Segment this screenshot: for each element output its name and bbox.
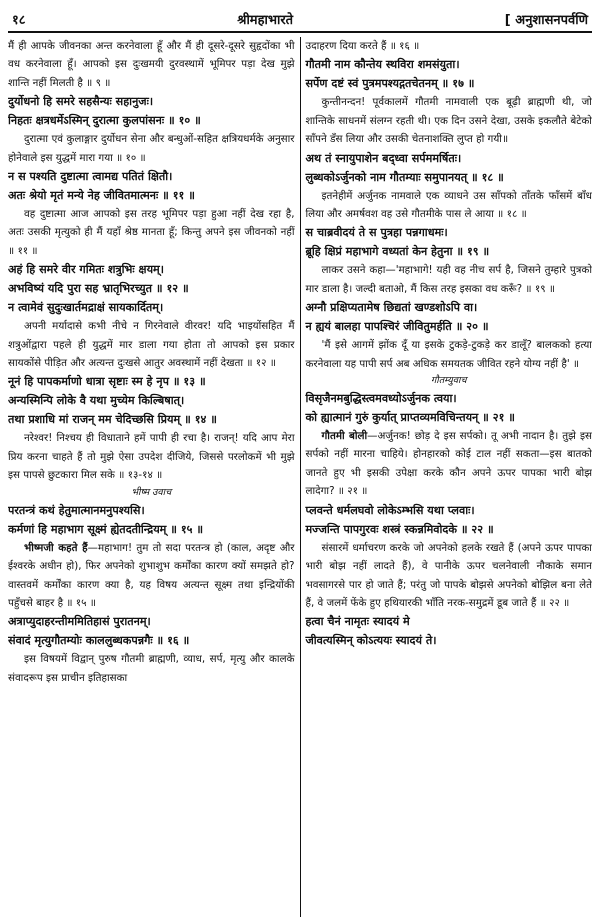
block-text: दुर्योधनो हि समरे सहसैन्यः सहानुजः।	[8, 95, 154, 109]
block-text: अन्यस्मिन्पि लोके वै यथा मुच्येम किल्बिषात्।	[8, 394, 185, 408]
sanskrit-verse	[305, 223, 592, 242]
block-text: न त्वामेवं सुदुःखार्तमद्राक्षं सायकार्दितम्।	[8, 301, 164, 315]
block-text: अहं हि समरे वीर गमितः शत्रुभिः क्षयम्।	[8, 263, 164, 277]
sanskrit-verse	[305, 631, 592, 650]
left-column	[8, 37, 300, 917]
sanskrit-verse	[8, 279, 295, 298]
block-text: प्लवन्ते धर्मलघवो लोकेऽम्भसि यथा प्लवाः।	[305, 503, 475, 517]
block-text: न स पश्यति दुष्टात्मा त्वामद्य पतितं क्षितौ।	[8, 170, 173, 184]
block-text: संवादं मृत्युगौतम्योः काललुब्धकपन्नगैः ॥ १६ ॥	[8, 634, 190, 648]
page-header	[8, 6, 592, 33]
translation-paragraph	[305, 93, 592, 148]
translation-paragraph	[305, 539, 592, 613]
block-text: गौतम्युवाच	[430, 375, 467, 387]
sanskrit-verse	[305, 149, 592, 168]
block-text: गौतमी नाम कौन्तेय स्थविरा शमसंयुता।	[305, 58, 460, 72]
sanskrit-verse	[8, 298, 295, 317]
block-text: —महाभाग! तुम तो सदा परतन्त्र हो (काल, अदृष्ट और ईश्वरके अधीन हो), फिर अपनेको शुभाशुभ कर्मोंका कारण क्यों समझते हो? वास्तवमें कर्मोंका कारण क्या है, यह विषय अत्यन्त सूक्ष्म तथा इन्द्रियोंकी पहुँचसे बाहर है ॥ १५ ॥	[8, 541, 295, 609]
sanskrit-verse	[8, 612, 295, 631]
sanskrit-verse	[8, 631, 295, 650]
translation-paragraph	[305, 37, 592, 55]
block-text: ब्रूहि क्षिप्रं महाभागे वध्यतां केन हेतुना ॥ १९ ॥	[305, 245, 490, 259]
translation-paragraph	[8, 650, 295, 687]
block-text: —अर्जुनक! छोड़ दे इस सर्पको। तू अभी नादान है। तुझे इस सर्पको नहीं मारना चाहिये। होनहारको कोई टाल नहीं सकता—इस बातको जानते हुए भी इसकी उपेक्षा करके कौन अपने ऊपर पापका भारी बोझ लादेगा? ॥ २१ ॥	[305, 430, 592, 498]
translation-paragraph	[8, 37, 295, 92]
block-text: मैं ही आपके जीवनका अन्त करनेवाला हूँ और मैं ही दूसरे-दूसरे सुहृदोंका भी वध करनेवाला हूँ। आपको इस दुःखमयी दुरवस्थामें भूमिपर पड़ा देख मुझे शान्ति नहीं मिलती है ॥ ९ ॥	[8, 40, 295, 89]
block-text: लुब्धकोऽर्जुनको नाम गौतम्याः समुपानयत् ॥ १८ ॥	[305, 170, 504, 184]
sanskrit-verse	[305, 242, 592, 261]
block-text: न ह्ययं बालहा पापश्चिरं जीवितुमर्हति ॥ २० ॥	[305, 320, 489, 334]
sanskrit-verse	[8, 520, 295, 539]
block-text: सर्पेण दष्टं स्वं पुत्रमपश्यद्गतचेतनम् ॥ १७ ॥	[305, 77, 475, 91]
sanskrit-verse	[305, 408, 592, 427]
sanskrit-verse	[8, 92, 295, 111]
block-text: नरेश्वर! निश्चय ही विधाताने हमें पापी ही रचा है। राजन्! यदि आप मेरा प्रिय करना चाहते हैं तो मुझे ऐसा उपदेश दीजिये, जिससे परलोकमें भी मुझे इस पापसे छुटकारा मिल सके ॥ १३-१४ ॥	[8, 432, 295, 482]
block-text: तथा प्रशाधि मां राजन् मम चेदिच्छसि प्रियम् ॥ १४ ॥	[8, 413, 217, 427]
book-title: श्रीमहाभारते	[237, 13, 294, 28]
speaker-heading	[8, 485, 295, 501]
block-text: अथ तं स्नायुपाशेन बद्ध्वा सर्पममर्षितः।	[305, 151, 462, 165]
section-title: [ अनुशासनपर्वणि	[504, 13, 588, 28]
block-text: उदाहरण दिया करते हैं ॥ १६ ॥	[305, 40, 420, 52]
right-column	[300, 37, 592, 917]
speaker-lead: भीष्मजी कहते हैं	[24, 541, 88, 554]
block-text: मज्जन्ति पापगुरवः शस्त्रं स्कन्नमिवोदके ॥ २२ ॥	[305, 522, 494, 536]
translation-paragraph	[305, 261, 592, 298]
speaker-lead: गौतमी बोली	[321, 430, 368, 443]
translation-paragraph	[305, 427, 592, 501]
block-text: लाकर उसने कहा—'महाभागे! यही वह नीच सर्प है, जिसने तुम्हारे पुत्रको मार डाला है। जल्दी बताओ, मैं किस तरह इसका वध करूँ? ॥ १९ ॥	[305, 264, 592, 295]
sanskrit-verse	[305, 389, 592, 408]
translation-paragraph	[305, 336, 592, 373]
sanskrit-verse	[305, 55, 592, 74]
sanskrit-verse	[8, 391, 295, 410]
block-text: हत्वा चैनं नामृतः स्यादयं मे	[305, 615, 410, 629]
sanskrit-verse	[8, 111, 295, 130]
sanskrit-verse	[8, 410, 295, 429]
sanskrit-verse	[305, 74, 592, 93]
block-text: इतनेहीमें अर्जुनक नामवाले एक व्याधने उस साँपको ताँतके फाँसमें बाँध लिया और अमर्षवश वह उसे गौतमीके पास ले आया ॥ १८ ॥	[305, 189, 592, 221]
translation-paragraph	[8, 205, 295, 260]
block-text: 'मैं इसे आगमें झोंक दूँ या इसके टुकड़े-टुकड़े कर डालूँ? बालकको हत्या करनेवाला यह पापी सर्प अब अधिक समयतक जीवित रहने योग्य नहीं है' ॥	[305, 339, 592, 370]
block-text: विसृजैनमबुद्धिस्त्वमवध्योऽर्जुनक त्वया।	[305, 392, 457, 406]
sanskrit-verse	[8, 260, 295, 279]
text-columns	[8, 37, 592, 917]
block-text: अग्नौ प्रक्षिप्यतामेष छिद्यतां खण्डशोऽपि वा।	[305, 301, 478, 315]
sanskrit-verse	[8, 501, 295, 520]
sanskrit-verse	[305, 501, 592, 520]
block-text: परतन्त्रं कथं हेतुमात्मानमनुपश्यसि।	[8, 503, 145, 517]
sanskrit-verse	[8, 372, 295, 391]
block-text: नूनं हि पापकर्माणो धात्रा सृष्टाः स्म हे नृप ॥ १३ ॥	[8, 375, 206, 389]
sanskrit-verse	[8, 167, 295, 186]
block-text: संसारमें धर्माचरण करके जो अपनेको हलके रखते हैं (अपने ऊपर पापका भारी बोझ नहीं लादते हैं), वे पानीके ऊपर चलनेवाली नौकाके समान भवसागरसे पार हो जाते हैं; परंतु जो पापके बोझसे अपनेको बोझिल बना लेते हैं, वे जलमें फेंके हुए हथियारकी भाँति नरक-समुद्रमें डूब जाते हैं ॥ २२ ॥	[305, 541, 592, 609]
block-text: अभविष्यं यदि पुरा सह भ्रातृभिरच्युत ॥ १२ ॥	[8, 282, 189, 296]
sanskrit-verse	[305, 168, 592, 187]
translation-paragraph	[8, 429, 295, 484]
block-text: स चाब्रवीदयं ते स पुत्रहा पन्नगाधमः।	[305, 226, 448, 240]
block-text: कुन्तीनन्दन! पूर्वकालमें गौतमी नामवाली एक बूढ़ी ब्राह्मणी थी, जो शान्तिके साधनमें संलग्न रहती थी। एक दिन उसने देखा, उसके इकलौते बेटेको साँपने डँस लिया और उसकी चेतनाशक्ति लुप्त हो गयी॥	[305, 96, 592, 146]
block-text: इस विषयमें विद्वान् पुरुष गौतमी ब्राह्मणी, व्याध, सर्प, मृत्यु और कालके संवादरूप इस प्राचीन इतिहासका	[8, 653, 295, 684]
page-number: १८	[12, 13, 26, 28]
block-text: भीष्म उवाच	[131, 486, 172, 498]
block-text: निहतः क्षत्रधर्मेऽस्मिन् दुरात्मा कुलपांसनः ॥ १० ॥	[8, 114, 201, 128]
translation-paragraph	[8, 317, 295, 372]
sanskrit-verse	[305, 520, 592, 539]
translation-paragraph	[8, 539, 295, 613]
sanskrit-verse	[8, 186, 295, 205]
block-text: अतः श्रेयो मृतं मन्ये नेह जीवितमात्मनः ॥ ११ ॥	[8, 189, 195, 203]
sanskrit-verse	[305, 612, 592, 631]
block-text: जीवत्यस्मिन् कोऽत्ययः स्यादयं ते।	[305, 634, 437, 648]
block-text: वह दुष्टात्मा आज आपको इस तरह भूमिपर पड़ा हुआ नहीं देख रहा है, अतः उसकी मृत्युको ही मैं यहाँ श्रेष्ठ मानता हूँ; किन्तु अपने इस जीवनको नहीं ॥ ११ ॥	[8, 208, 295, 257]
block-text: कर्मणां हि महाभाग सूक्ष्मं ह्येतदतीन्द्रियम् ॥ १५ ॥	[8, 522, 204, 536]
translation-paragraph	[305, 187, 592, 224]
block-text: अत्राप्युदाहरन्तीममितिहासं पुरातनम्।	[8, 615, 151, 629]
block-text: दुरात्मा एवं कुलाङ्गार दुर्योधन सेना और बन्धुओं-सहित क्षत्रियधर्मके अनुसार होनेवाले इस युद्धमें मारा गया ॥ १० ॥	[8, 133, 295, 164]
block-text: को ह्यात्मानं गुरुं कुर्यात् प्राप्तव्यमविचिन्तयन् ॥ २१ ॥	[305, 411, 515, 425]
block-text: अपनी मर्यादासे कभी नीचे न गिरनेवाले वीरवर! यदि भाइयोंसहित मैं शत्रुओंद्वारा पहले ही युद्धमें मार डाला गया होता तो आपको इस प्रकार सायकोंसे पीड़ित और अत्यन्त दुःखसे आतुर अवस्थामें नहीं देखता ॥ १२ ॥	[8, 320, 295, 370]
translation-paragraph	[8, 130, 295, 167]
sanskrit-verse	[305, 317, 592, 336]
sanskrit-verse	[305, 298, 592, 317]
speaker-heading	[305, 373, 592, 389]
